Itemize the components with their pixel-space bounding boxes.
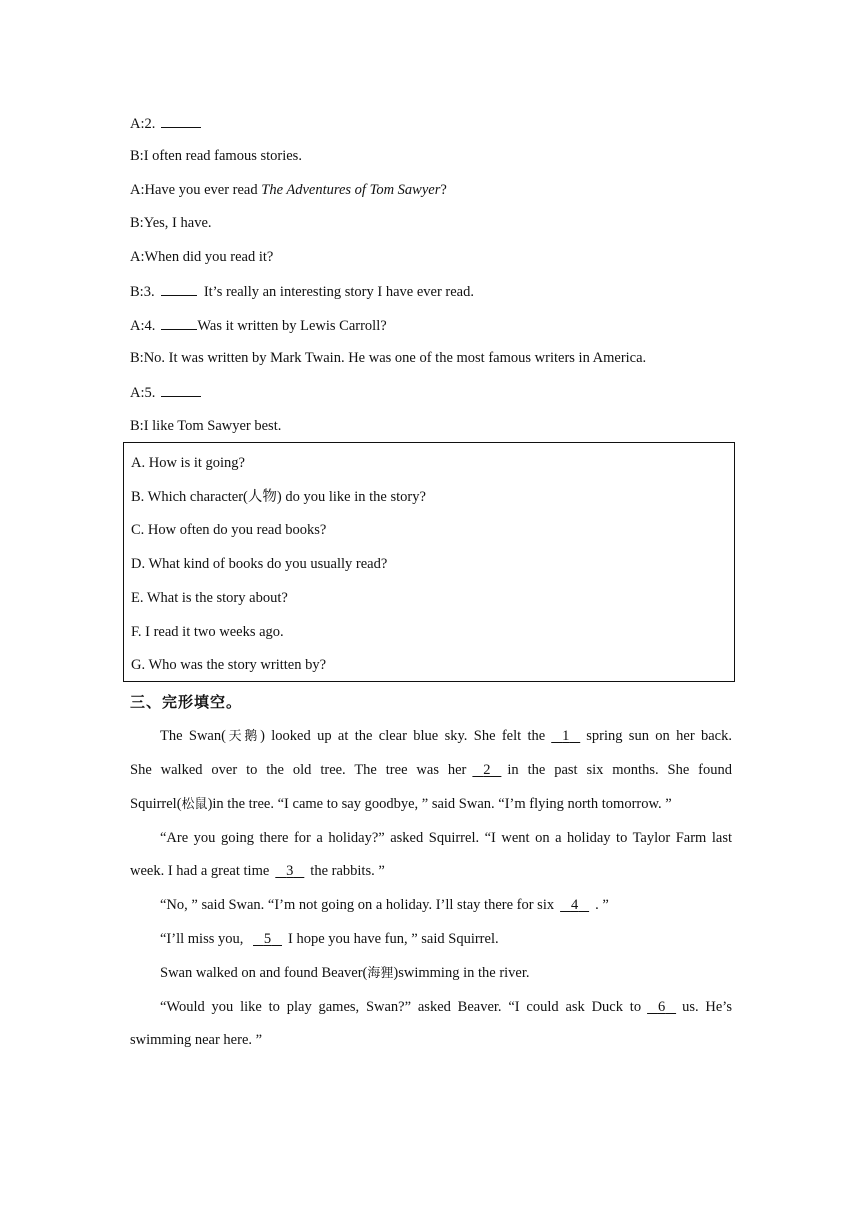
passage-text: week. I had a great time (130, 863, 270, 879)
dialogue-line-8 (130, 348, 646, 368)
speaker-label: A: (130, 249, 145, 265)
blank-1[interactable] (545, 726, 586, 746)
passage-text: . ” (595, 897, 609, 913)
dialogue-text: Yes, I have. (143, 215, 212, 231)
speaker-label: B: (130, 418, 144, 434)
dialogue-line-1 (130, 113, 201, 134)
dialogue-text: Have you ever read (144, 182, 262, 198)
blank-number: 3 (286, 863, 294, 879)
dialogue-line-3 (130, 180, 447, 200)
blank-3[interactable] (269, 861, 310, 881)
passage-text: swimming near here. ” (130, 1032, 263, 1048)
passage-line (130, 760, 732, 780)
dialogue-line-5 (130, 247, 273, 267)
passage-text: us. He’s (682, 999, 732, 1015)
option-d: D. What kind of books do you usually read? (131, 556, 388, 572)
option-e: E. What is the story about? (131, 590, 288, 606)
option-c: C. How often do you read books? (131, 522, 327, 538)
passage-line (130, 929, 732, 949)
passage-text: “Are you going there for a holiday?” asked Squirrel. “I went on a holiday to Taylor Farm last (160, 830, 732, 846)
dialogue-text: I often read famous stories. (143, 148, 302, 164)
blank-number: 5 (263, 931, 272, 947)
passage-text: Swan walked on and found Beaver( (160, 965, 368, 981)
blank-number: 4 (570, 897, 579, 913)
passage-text: in the past six months. She found (507, 762, 732, 778)
passage-text: “I’ll miss you, (160, 931, 247, 947)
passage-text: Squirrel( (130, 796, 182, 812)
blank-4[interactable] (554, 895, 595, 915)
speaker-label: B: (130, 148, 144, 164)
speaker-label: A: (130, 116, 145, 132)
speaker-label: A: (130, 182, 145, 198)
answer-blank[interactable] (161, 382, 201, 397)
dialogue-text: It’s really an interesting story I have ever read. (203, 284, 474, 300)
options-box (123, 442, 735, 682)
speaker-label: B: (130, 350, 144, 366)
passage-text: I hope you have fun, ” said Squirrel. (288, 931, 499, 947)
dialogue-text-end: ? (440, 182, 447, 198)
blank-6[interactable] (641, 997, 682, 1017)
chinese-gloss: 松鼠 (181, 797, 208, 812)
dialogue-text: No. It was written by Mark Twain. He was one of the most famous writers in America. (143, 350, 647, 366)
blank-number: 2 (483, 762, 491, 778)
passage-line (130, 963, 732, 984)
blank-number: 6 (657, 999, 666, 1015)
question-number: 3. (143, 284, 155, 300)
passage-text: “No, ” said Swan. “I’m not going on a holiday. I’ll stay there for six (160, 897, 555, 913)
speaker-label: A: (130, 318, 145, 334)
question-number: 5. (144, 385, 156, 401)
passage-line (130, 794, 732, 815)
dialogue-line-10 (130, 416, 281, 436)
passage-text: “Would you like to play games, Swan?” asked Beaver. “I could ask Duck to (160, 999, 642, 1015)
passage-line (130, 726, 732, 747)
answer-blank[interactable] (161, 281, 197, 296)
dialogue-text: I like Tom Sawyer best. (143, 418, 282, 434)
passage-text: ) looked up at the clear blue sky. She felt the (260, 728, 546, 744)
passage-text: The Swan( (160, 728, 226, 744)
passage-text: )in the tree. “I came to say goodbye, ” said Swan. “I’m flying north tomorrow. ” (207, 796, 672, 812)
passage-line (130, 997, 732, 1017)
dialogue-line-6 (130, 281, 474, 302)
section-title: 三、完形填空。 (130, 693, 243, 711)
dialogue-line-9 (130, 382, 201, 403)
dialogue-line-7 (130, 315, 387, 336)
question-number: 2. (144, 116, 156, 132)
question-number: 4. (144, 318, 156, 334)
book-title: The Adventures of Tom Sawyer (261, 182, 441, 198)
passage-text: )swimming in the river. (393, 965, 530, 981)
chinese-gloss: 天鹅 (225, 729, 261, 744)
dialogue-text: When did you read it? (144, 249, 274, 265)
blank-2[interactable] (466, 760, 507, 780)
speaker-label: A: (130, 385, 145, 401)
blank-number: 1 (562, 728, 570, 744)
passage-line (130, 895, 732, 915)
blank-5[interactable] (247, 929, 288, 949)
passage-text: the rabbits. ” (310, 863, 385, 879)
option-g: G. Who was the story written by? (131, 657, 327, 673)
speaker-label: B: (130, 215, 144, 231)
dialogue-line-4 (130, 213, 212, 233)
passage-text: spring sun on her back. (586, 728, 732, 744)
answer-blank[interactable] (161, 315, 197, 330)
passage-line (130, 828, 732, 848)
passage-text: She walked over to the old tree. The tree was her (130, 762, 467, 778)
answer-blank[interactable] (161, 113, 201, 128)
speaker-label: B: (130, 284, 144, 300)
chinese-gloss: 海狸 (367, 966, 394, 981)
passage-line (130, 861, 732, 881)
dialogue-text: Was it written by Lewis Carroll? (197, 318, 387, 334)
option-b: B. Which character(人物) do you like in the story? (131, 489, 426, 505)
option-f: F. I read it two weeks ago. (131, 624, 284, 640)
passage-line (130, 1030, 732, 1050)
dialogue-line-2 (130, 146, 302, 166)
option-a: A. How is it going? (131, 455, 245, 471)
